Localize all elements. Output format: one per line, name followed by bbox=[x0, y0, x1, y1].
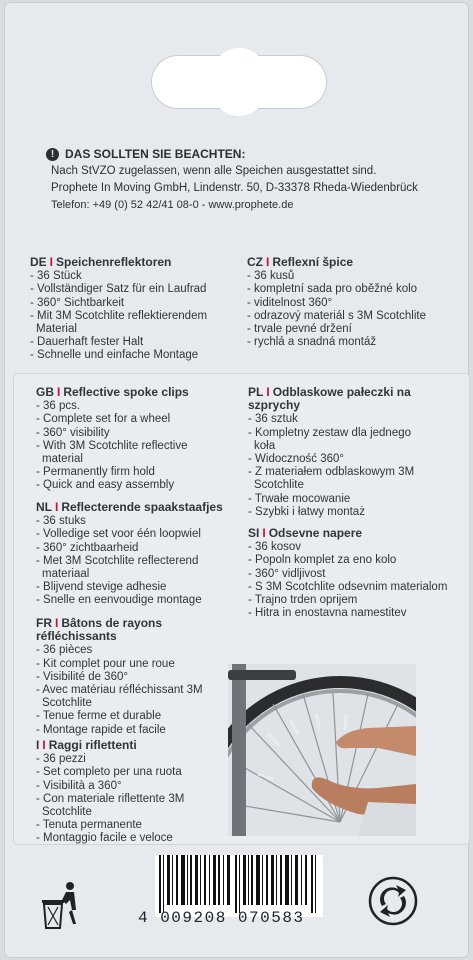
list-item: - Tenue ferme et durable bbox=[36, 710, 226, 723]
section-title: Raggi riflettenti bbox=[48, 738, 137, 752]
barcode-bars bbox=[155, 855, 323, 917]
exclamation-circle-icon: ! bbox=[46, 148, 59, 161]
section-title: Reflecterende spaakstaafjes bbox=[61, 500, 223, 514]
section-title: Reflexní špice bbox=[272, 255, 354, 269]
hang-hole bbox=[152, 56, 326, 108]
feature-list bbox=[36, 515, 236, 607]
section-fr bbox=[36, 617, 226, 737]
list-item: - Tenuta permanente bbox=[36, 819, 226, 832]
list-item: - Con materiale riflettente 3M Scotchlite bbox=[36, 793, 226, 819]
section-header bbox=[36, 617, 226, 643]
notice-title-row bbox=[46, 146, 456, 163]
list-item: - Avec matériau réfléchissant 3M Scotchlite bbox=[36, 684, 226, 710]
list-item: - 360° visibility bbox=[36, 427, 221, 440]
list-item: - Kompletny zestaw dla jednego koła bbox=[248, 427, 426, 453]
lang-code: FR bbox=[36, 616, 52, 630]
list-item: - Met 3M Scotchlite reflecterend materiaal bbox=[36, 555, 236, 581]
list-item: - Kit complet pour une roue bbox=[36, 658, 226, 671]
section-nl bbox=[36, 501, 236, 608]
section-title: Speichenreflektoren bbox=[56, 255, 172, 269]
list-item: - 36 Stück bbox=[30, 270, 240, 283]
section-gb bbox=[36, 386, 221, 493]
separator: I bbox=[266, 255, 270, 269]
list-item: - Set completo per una ruota bbox=[36, 766, 226, 779]
section-header bbox=[36, 501, 236, 514]
section-title: Reflective spoke clips bbox=[63, 385, 189, 399]
feature-list bbox=[36, 753, 226, 845]
section-header bbox=[247, 256, 457, 269]
notice-line-2: Prophete In Moving GmbH, Lindenstr. 50, D-33378 Rheda-Wiedenbrück bbox=[51, 182, 418, 194]
section-header bbox=[36, 386, 221, 399]
section-header bbox=[248, 527, 448, 540]
section-title: Bâtons de rayons réfléchissants bbox=[36, 616, 163, 644]
feature-list bbox=[247, 270, 457, 349]
list-item: - Z materiałem odblaskowym 3M Scotchlite bbox=[248, 466, 426, 492]
list-item: - Mit 3M Scotchlite reflektierendem Material bbox=[30, 310, 240, 336]
list-item: - 36 stuks bbox=[36, 515, 236, 528]
section-header bbox=[248, 386, 426, 412]
list-item: - Visibilité de 360° bbox=[36, 671, 226, 684]
trash-bin-person-icon bbox=[36, 880, 84, 932]
lang-code: I bbox=[36, 738, 40, 752]
lang-code: SI bbox=[248, 526, 260, 540]
list-item: - kompletní sada pro oběžné kolo bbox=[247, 283, 457, 296]
notice-title: DAS SOLLTEN SIE BEACHTEN: bbox=[65, 147, 246, 161]
list-item: - Szybki i łatwy montaż bbox=[248, 506, 426, 519]
list-item: - Hitra in enostavna namestitev bbox=[248, 607, 448, 620]
separator: I bbox=[49, 255, 54, 269]
list-item: - Vollständiger Satz für ein Laufrad bbox=[30, 283, 240, 296]
feature-list bbox=[248, 541, 448, 620]
section-cz bbox=[247, 256, 457, 349]
list-item: - Blijvend stevige adhesie bbox=[36, 581, 236, 594]
list-item: - 36 pièces bbox=[36, 644, 226, 657]
section-title: Odsevne napere bbox=[268, 526, 363, 540]
list-item: - S 3M Scotchlite odsevnim materialom bbox=[248, 581, 448, 594]
section-si bbox=[248, 527, 448, 620]
list-item: - Quick and easy assembly bbox=[36, 479, 221, 492]
list-item: - Complete set for a wheel bbox=[36, 413, 221, 426]
separator: I bbox=[266, 385, 270, 399]
feature-list bbox=[36, 644, 226, 736]
separator: I bbox=[57, 385, 61, 399]
list-item: - 36 kosov bbox=[248, 541, 448, 554]
section-pl bbox=[248, 386, 426, 519]
lang-code: CZ bbox=[247, 255, 263, 269]
section-title: Odblaskowe pałeczki na szprychy bbox=[248, 385, 411, 413]
list-item: - 360° Sichtbarkeit bbox=[30, 297, 240, 310]
section-header bbox=[30, 256, 240, 269]
feature-list bbox=[30, 270, 240, 362]
list-item: - Montaggio facile e veloce bbox=[36, 832, 226, 845]
separator: I bbox=[262, 526, 266, 540]
list-item: - Permanently firm hold bbox=[36, 466, 221, 479]
list-item: - 36 kusů bbox=[247, 270, 457, 283]
list-item: - Popoln komplet za eno kolo bbox=[248, 554, 448, 567]
list-item: - trvale pevné držení bbox=[247, 323, 457, 336]
notice-line-1: Nach StVZO zugelassen, wenn alle Speichen ausgestattet sind. bbox=[51, 165, 377, 177]
list-item: - Trwałe mocowanie bbox=[248, 493, 426, 506]
list-item: - odrazový materiál s 3M Scotchlite bbox=[247, 310, 457, 323]
list-item: - Montage rapide et facile bbox=[36, 724, 226, 737]
list-item: - Dauerhaft fester Halt bbox=[30, 336, 240, 349]
list-item: - Visibilità a 360° bbox=[36, 780, 226, 793]
section-it bbox=[36, 739, 226, 846]
list-item: - Widoczność 360° bbox=[248, 453, 426, 466]
list-item: - rychlá a snadná montáž bbox=[247, 336, 457, 349]
list-item: - 36 pcs. bbox=[36, 400, 221, 413]
wheel-photo bbox=[228, 664, 416, 836]
barcode-number: 4 009208 070583 bbox=[138, 909, 305, 927]
separator: I bbox=[55, 500, 59, 514]
bicycle-wheel-illustration bbox=[228, 664, 416, 836]
section-de bbox=[30, 256, 240, 363]
notice-block bbox=[46, 146, 456, 214]
list-item: - Volledige set voor één loopwiel bbox=[36, 528, 236, 541]
list-item: - 360° vidljivost bbox=[248, 568, 448, 581]
recycle-arrows-icon bbox=[368, 876, 418, 926]
lang-code: NL bbox=[36, 500, 52, 514]
notice-line-3: Telefon: +49 (0) 52 42/41 08-0 - www.prophete.de bbox=[51, 199, 294, 211]
lang-code: PL bbox=[248, 385, 264, 399]
list-item: - Trajno trden oprijem bbox=[248, 594, 448, 607]
lang-code: GB bbox=[36, 385, 54, 399]
section-header bbox=[36, 739, 226, 752]
list-item: - Schnelle und einfache Montage bbox=[30, 349, 240, 362]
list-item: - 360° zichtbaarheid bbox=[36, 542, 236, 555]
lang-code: DE bbox=[30, 255, 47, 269]
list-item: - With 3M Scotchlite reflective material bbox=[36, 440, 221, 466]
separator: I bbox=[42, 738, 46, 752]
list-item: - Snelle en eenvoudige montage bbox=[36, 594, 236, 607]
separator: I bbox=[55, 616, 59, 630]
list-item: - viditelnost 360° bbox=[247, 297, 457, 310]
feature-list bbox=[36, 400, 221, 492]
list-item: - 36 pezzi bbox=[36, 753, 226, 766]
feature-list bbox=[248, 413, 426, 519]
list-item: - 36 sztuk bbox=[248, 413, 426, 426]
